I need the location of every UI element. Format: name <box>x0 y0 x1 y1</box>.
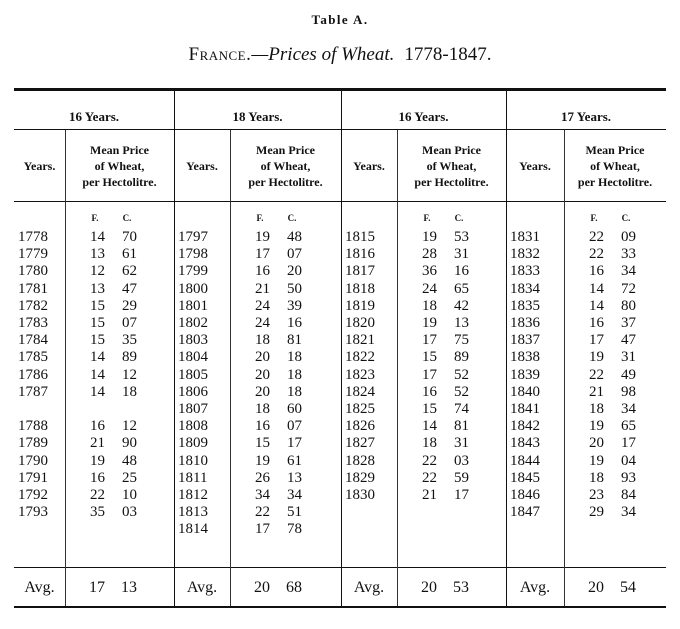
centime-cell: 70 <box>122 229 137 245</box>
franc-cell: 12 <box>90 263 105 280</box>
table-title <box>0 44 680 66</box>
year-cell: 1812 <box>178 487 208 503</box>
year-cell: 1837 <box>510 332 540 349</box>
centime-cell: 34 <box>621 263 636 280</box>
centime-cell: 31 <box>621 349 636 366</box>
price-header-line: of Wheat, <box>94 159 145 173</box>
price-header-line: Mean Price <box>422 143 481 157</box>
group-label: 18 Years. <box>232 109 283 124</box>
year-cell: 1823 <box>345 366 375 383</box>
price-column-header <box>564 142 666 190</box>
year-cell: 1826 <box>345 418 375 435</box>
year-cell: 1808 <box>178 418 208 435</box>
year-cell: 1846 <box>510 487 540 503</box>
franc-cell: 17 <box>422 366 437 383</box>
centime-cell: 07 <box>287 246 302 263</box>
year-cell: 1827 <box>345 435 375 452</box>
franc-cell: 14 <box>422 418 437 435</box>
centime-cell: 35 <box>122 332 137 349</box>
franc-cell: 15 <box>90 315 105 331</box>
centime-cell: 89 <box>122 349 137 366</box>
avg-centimes: 68 <box>286 579 302 596</box>
centime-cell: 12 <box>122 418 137 435</box>
year-cell: 1816 <box>345 246 375 263</box>
franc-cell: 19 <box>255 229 270 245</box>
centime-cell: 93 <box>621 469 636 486</box>
year-cell: 1830 <box>345 487 375 503</box>
centime-cell: 16 <box>454 263 469 280</box>
price-header-line: of Wheat, <box>590 159 640 173</box>
avg-label: Avg. <box>519 579 551 596</box>
year-cell: 1836 <box>510 315 540 331</box>
franc-cell: 20 <box>255 383 270 400</box>
centime-cell: 47 <box>621 332 636 349</box>
avg-centimes: 53 <box>453 579 469 596</box>
centime-cell: 31 <box>454 435 469 452</box>
franc-unit-label: F. <box>423 213 431 223</box>
franc-cell: 21 <box>589 383 604 400</box>
centime-cell: 34 <box>621 504 636 521</box>
centime-cell: 74 <box>454 401 469 417</box>
title-subtitle: —Prices of Wheat. <box>251 44 395 65</box>
franc-cell: 18 <box>589 401 604 417</box>
price-header-line: of Wheat, <box>426 159 477 173</box>
year-cell: 1797 <box>178 229 208 245</box>
franc-cell: 22 <box>255 504 270 521</box>
centime-cell: 47 <box>122 280 137 297</box>
centime-unit-label: C. <box>621 213 631 223</box>
centime-cell: 72 <box>621 280 636 297</box>
centime-cell: 49 <box>621 366 636 383</box>
title-years: 1778-1847. <box>404 44 492 65</box>
price-header-line: of Wheat, <box>260 159 311 173</box>
franc-cell: 14 <box>90 383 105 400</box>
year-cell: 1822 <box>345 349 375 366</box>
year-cell: 1821 <box>345 332 375 349</box>
centime-cell: 61 <box>287 452 302 469</box>
franc-cell: 16 <box>255 418 270 435</box>
centime-cell: 78 <box>287 521 302 538</box>
franc-cell: 14 <box>90 229 105 245</box>
franc-cell: 20 <box>255 366 270 383</box>
year-cell: 1804 <box>178 349 208 366</box>
avg-label: Avg. <box>186 579 218 596</box>
franc-cell: 13 <box>90 246 105 263</box>
centime-cell: 65 <box>454 280 469 297</box>
year-cell: 1809 <box>178 435 208 452</box>
franc-cell: 13 <box>90 280 105 297</box>
year-cell: 1815 <box>345 229 375 245</box>
centime-cell: 39 <box>287 297 302 314</box>
franc-cell: 21 <box>422 487 437 503</box>
year-cell: 1828 <box>345 452 375 469</box>
centime-cell: 60 <box>287 401 302 417</box>
year-cell: 1831 <box>510 229 540 245</box>
franc-cell: 16 <box>589 315 604 331</box>
franc-cell: 29 <box>589 504 604 521</box>
franc-cell: 16 <box>90 418 105 435</box>
avg-francs: 20 <box>254 579 270 596</box>
centime-cell: 52 <box>454 383 469 400</box>
price-header-line: per Hectolitre. <box>82 175 157 189</box>
centime-cell: 84 <box>621 487 636 503</box>
year-cell: 1782 <box>18 297 48 314</box>
title-country: France. <box>188 44 252 65</box>
year-column-divider <box>564 130 565 606</box>
year-cell: 1825 <box>345 401 375 417</box>
year-cell: 1829 <box>345 469 375 486</box>
year-cell: 1820 <box>345 315 375 331</box>
franc-cell: 15 <box>422 401 437 417</box>
column-header-rule <box>14 201 666 202</box>
franc-cell: 19 <box>589 418 604 435</box>
franc-unit-label: F. <box>91 213 99 223</box>
centime-cell: 89 <box>454 349 469 366</box>
price-column-header <box>397 142 506 190</box>
centime-cell: 33 <box>621 246 636 263</box>
centime-unit-label: C. <box>122 213 132 223</box>
centime-cell: 07 <box>122 315 137 331</box>
centime-cell: 13 <box>287 469 302 486</box>
year-cell: 1839 <box>510 366 540 383</box>
year-cell: 1798 <box>178 246 208 263</box>
year-cell: 1832 <box>510 246 540 263</box>
year-cell: 1800 <box>178 280 208 297</box>
year-cell: 1838 <box>510 349 540 366</box>
franc-cell: 22 <box>90 487 105 503</box>
franc-unit-label: F. <box>256 213 264 223</box>
price-header-line: Mean Price <box>90 143 149 157</box>
year-cell: 1833 <box>510 263 540 280</box>
centime-unit-label: C. <box>287 213 297 223</box>
franc-cell: 19 <box>422 315 437 331</box>
price-header-line: per Hectolitre. <box>248 175 323 189</box>
year-cell: 1817 <box>345 263 375 280</box>
year-cell: 1779 <box>18 246 48 263</box>
year-cell: 1805 <box>178 366 208 383</box>
centime-cell: 80 <box>621 297 636 314</box>
centime-cell: 10 <box>122 487 137 503</box>
year-cell: 1789 <box>18 435 48 452</box>
year-cell: 1799 <box>178 263 208 280</box>
year-cell: 1801 <box>178 297 208 314</box>
table-caption: Table A. <box>311 12 369 27</box>
centime-cell: 52 <box>454 366 469 383</box>
avg-label: Avg. <box>353 579 385 596</box>
price-column-header <box>230 142 341 190</box>
year-cell: 1807 <box>178 401 208 417</box>
franc-cell: 20 <box>255 349 270 366</box>
price-header-line: Mean Price <box>256 143 315 157</box>
avg-label: Avg. <box>24 579 55 596</box>
franc-cell: 28 <box>422 246 437 263</box>
centime-cell: 51 <box>287 504 302 521</box>
year-cell: 1806 <box>178 383 208 400</box>
avg-francs: 17 <box>89 579 105 596</box>
centime-cell: 48 <box>287 229 302 245</box>
centime-cell: 04 <box>621 452 636 469</box>
centime-cell: 29 <box>122 297 137 314</box>
franc-cell: 19 <box>589 349 604 366</box>
franc-cell: 17 <box>422 332 437 349</box>
franc-cell: 14 <box>589 297 604 314</box>
franc-cell: 18 <box>422 297 437 314</box>
centime-cell: 37 <box>621 315 636 331</box>
centime-cell: 31 <box>454 246 469 263</box>
year-cell: 1784 <box>18 332 48 349</box>
franc-cell: 15 <box>422 349 437 366</box>
franc-cell: 16 <box>589 263 604 280</box>
year-cell: 1843 <box>510 435 540 452</box>
year-cell: 1792 <box>18 487 48 503</box>
centime-cell: 17 <box>287 435 302 452</box>
year-cell: 1813 <box>178 504 208 521</box>
centime-cell: 34 <box>287 487 302 503</box>
franc-cell: 16 <box>90 469 105 486</box>
franc-cell: 18 <box>422 435 437 452</box>
avg-rule <box>14 567 666 568</box>
centime-cell: 98 <box>621 383 636 400</box>
avg-francs: 20 <box>421 579 437 596</box>
year-cell: 1819 <box>345 297 375 314</box>
year-cell: 1790 <box>18 452 48 469</box>
franc-cell: 15 <box>90 297 105 314</box>
years-column-header: Years. <box>519 159 551 173</box>
centime-cell: 03 <box>122 504 137 521</box>
franc-cell: 24 <box>422 280 437 297</box>
franc-cell: 14 <box>90 349 105 366</box>
franc-cell: 19 <box>589 452 604 469</box>
years-column-header: Years. <box>353 159 385 173</box>
centime-cell: 17 <box>454 487 469 503</box>
year-cell: 1845 <box>510 469 540 486</box>
centime-cell: 18 <box>122 383 137 400</box>
franc-cell: 19 <box>255 452 270 469</box>
year-column-divider <box>230 130 231 606</box>
avg-centimes: 54 <box>620 579 636 596</box>
group-label: 16 Years. <box>398 109 449 124</box>
centime-cell: 81 <box>287 332 302 349</box>
franc-cell: 21 <box>90 435 105 452</box>
year-cell: 1844 <box>510 452 540 469</box>
year-cell: 1783 <box>18 315 48 331</box>
franc-cell: 19 <box>422 229 437 245</box>
price-header-line: Mean Price <box>585 143 645 157</box>
group-label: 16 Years. <box>68 109 120 124</box>
centime-cell: 18 <box>287 366 302 383</box>
top-rule <box>14 88 666 91</box>
centime-cell: 18 <box>287 349 302 366</box>
franc-cell: 24 <box>255 297 270 314</box>
centime-cell: 16 <box>287 315 302 331</box>
franc-cell: 20 <box>589 435 604 452</box>
centime-cell: 13 <box>454 315 469 331</box>
centime-unit-label: C. <box>454 213 464 223</box>
price-header-line: per Hectolitre. <box>577 175 653 189</box>
centime-cell: 09 <box>621 229 636 245</box>
franc-cell: 16 <box>255 263 270 280</box>
franc-cell: 22 <box>589 229 604 245</box>
franc-cell: 35 <box>90 504 105 521</box>
franc-unit-label: F. <box>590 213 598 223</box>
franc-cell: 36 <box>422 263 437 280</box>
year-cell: 1791 <box>18 469 48 486</box>
year-cell: 1811 <box>178 469 208 486</box>
franc-cell: 15 <box>255 435 270 452</box>
price-column-header <box>65 142 174 190</box>
franc-cell: 18 <box>255 401 270 417</box>
centime-cell: 81 <box>454 418 469 435</box>
centime-cell: 25 <box>122 469 137 486</box>
year-column-divider <box>397 130 398 606</box>
year-cell: 1793 <box>18 504 48 521</box>
year-cell: 1814 <box>178 521 208 538</box>
centime-cell: 20 <box>287 263 302 280</box>
year-cell: 1787 <box>18 383 48 400</box>
year-cell: 1780 <box>18 263 48 280</box>
year-cell: 1835 <box>510 297 540 314</box>
avg-francs: 20 <box>588 579 604 596</box>
centime-cell: 48 <box>122 452 137 469</box>
franc-cell: 15 <box>90 332 105 349</box>
franc-cell: 23 <box>589 487 604 503</box>
franc-cell: 14 <box>90 366 105 383</box>
centime-cell: 12 <box>122 366 137 383</box>
franc-cell: 17 <box>589 332 604 349</box>
franc-cell: 18 <box>255 332 270 349</box>
year-cell: 1818 <box>345 280 375 297</box>
avg-centimes: 13 <box>121 579 137 596</box>
centime-cell: 75 <box>454 332 469 349</box>
franc-cell: 26 <box>255 469 270 486</box>
franc-cell: 22 <box>589 246 604 263</box>
centime-cell: 42 <box>454 297 469 314</box>
centime-cell: 18 <box>287 383 302 400</box>
year-cell: 1778 <box>18 229 48 245</box>
group-label: 17 Years. <box>560 109 612 124</box>
year-cell: 1840 <box>510 383 540 400</box>
year-cell: 1785 <box>18 349 48 366</box>
franc-cell: 24 <box>255 315 270 331</box>
year-cell: 1834 <box>510 280 540 297</box>
year-cell: 1786 <box>18 366 48 383</box>
bottom-rule <box>14 606 666 608</box>
centime-cell: 07 <box>287 418 302 435</box>
centime-cell: 17 <box>621 435 636 452</box>
centime-cell: 50 <box>287 280 302 297</box>
franc-cell: 22 <box>422 469 437 486</box>
price-header-line: per Hectolitre. <box>414 175 489 189</box>
franc-cell: 14 <box>589 280 604 297</box>
franc-cell: 22 <box>422 452 437 469</box>
years-column-header: Years. <box>23 159 56 173</box>
franc-cell: 21 <box>255 280 270 297</box>
franc-cell: 17 <box>255 246 270 263</box>
franc-cell: 19 <box>90 452 105 469</box>
year-cell: 1810 <box>178 452 208 469</box>
franc-cell: 16 <box>422 383 437 400</box>
year-cell: 1847 <box>510 504 540 521</box>
centime-cell: 90 <box>122 435 137 452</box>
centime-cell: 59 <box>454 469 469 486</box>
centime-cell: 53 <box>454 229 469 245</box>
year-cell: 1781 <box>18 280 48 297</box>
years-column-header: Years. <box>186 159 218 173</box>
year-cell: 1803 <box>178 332 208 349</box>
centime-cell: 03 <box>454 452 469 469</box>
year-cell: 1788 <box>18 418 48 435</box>
franc-cell: 22 <box>589 366 604 383</box>
centime-cell: 65 <box>621 418 636 435</box>
group-header-rule <box>14 129 666 130</box>
franc-cell: 17 <box>255 521 270 538</box>
year-cell: 1824 <box>345 383 375 400</box>
centime-cell: 34 <box>621 401 636 417</box>
year-cell: 1841 <box>510 401 540 417</box>
centime-cell: 62 <box>122 263 137 280</box>
year-cell: 1842 <box>510 418 540 435</box>
year-cell: 1802 <box>178 315 208 331</box>
franc-cell: 34 <box>255 487 270 503</box>
centime-cell: 61 <box>122 246 137 263</box>
franc-cell: 18 <box>589 469 604 486</box>
